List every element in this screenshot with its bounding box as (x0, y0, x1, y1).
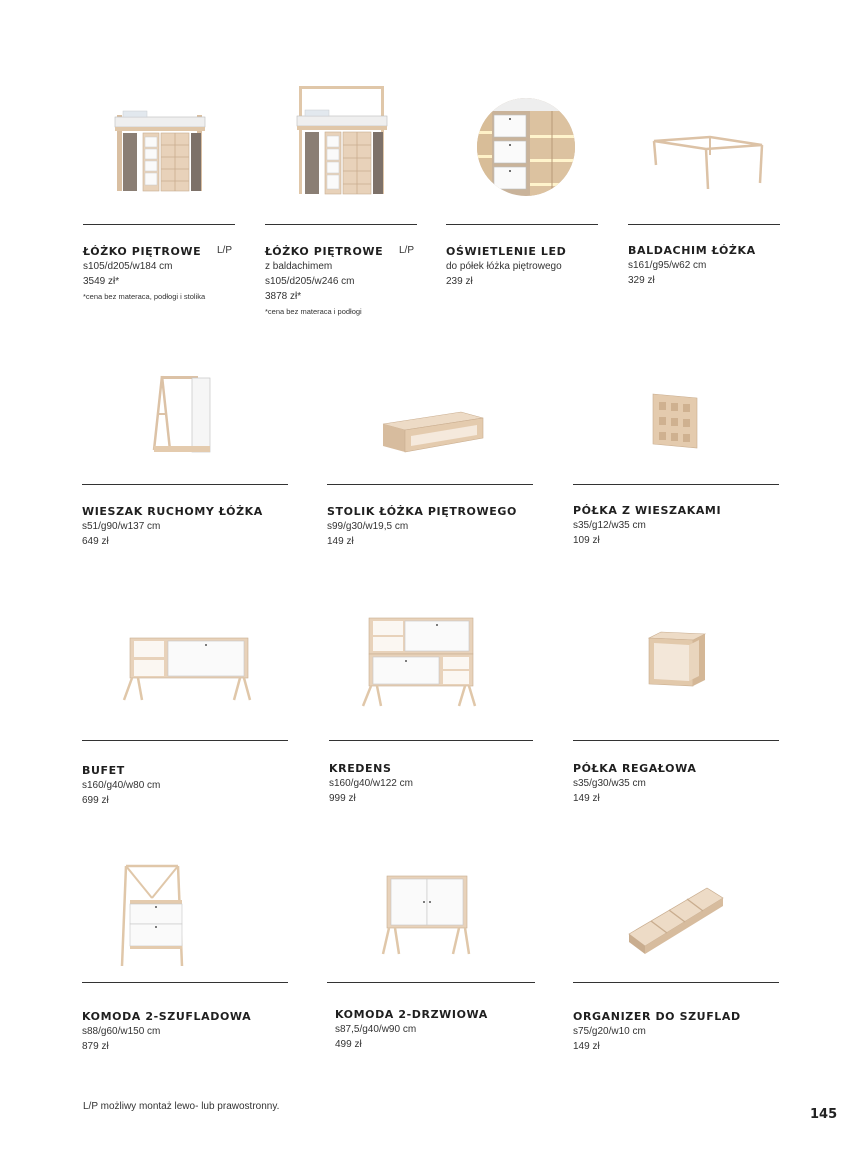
divider-rule (82, 740, 288, 741)
hook-shelf-icon (651, 392, 699, 450)
product-price: 239 zł (446, 276, 473, 287)
divider-rule (573, 982, 779, 983)
loft-bed-icon (113, 105, 209, 195)
cupboard-icon (359, 614, 477, 708)
product-price: 149 zł (573, 1041, 600, 1052)
product-info (573, 1010, 779, 1054)
product-title: BUFET (82, 764, 125, 777)
page-number: 145 (810, 1107, 838, 1122)
product-price: 3878 zł* (265, 291, 302, 302)
product-price: 879 zł (82, 1041, 109, 1052)
divider-rule (446, 224, 598, 225)
product-title: ORGANIZER DO SZUFLAD (573, 1010, 741, 1023)
product-dimensions: s105/d205/w246 cm (265, 276, 355, 287)
product-title: WIESZAK RUCHOMY ŁÓŻKA (82, 505, 263, 518)
product-title: OŚWIETLENIE LED (446, 245, 567, 258)
product-title: BALDACHIM ŁÓŻKA (628, 244, 756, 257)
product-dimensions: s87,5/g40/w90 cm (335, 1024, 417, 1035)
product-dimensions: s88/g60/w150 cm (82, 1026, 161, 1037)
product-info (329, 762, 533, 806)
product-title: ŁÓŻKO PIĘTROWE (83, 245, 202, 258)
divider-rule (573, 484, 779, 485)
product-info (265, 245, 417, 318)
product-price: 149 zł (573, 793, 600, 804)
lp-marker: L/P (399, 245, 415, 256)
cube-shelf-icon (647, 630, 707, 688)
mounting-footnote: L/P możliwy montaż lewo- lub prawostronny. (83, 1101, 280, 1112)
two-door-cabinet-icon (381, 874, 471, 956)
sideboard-icon (120, 632, 252, 702)
product-title: STOLIK ŁÓŻKA PIĘTROWEGO (327, 505, 517, 518)
canopy-frame-icon (650, 135, 766, 191)
canopy-loft-bed-icon (295, 82, 391, 196)
divider-rule (82, 484, 288, 485)
product-info (82, 1010, 288, 1054)
product-info (628, 244, 780, 288)
product-info (82, 764, 288, 808)
product-price: 999 zł (329, 793, 356, 804)
product-info (327, 505, 533, 549)
product-info (335, 1008, 537, 1052)
price-note: *cena bez materaca, podłogi i stolika (83, 292, 206, 301)
product-info (83, 245, 235, 303)
divider-rule (265, 224, 417, 225)
product-dimensions: s35/g12/w35 cm (573, 520, 646, 531)
product-price: 329 zł (628, 275, 655, 286)
product-price: 3549 zł* (83, 276, 120, 287)
divider-rule (82, 982, 288, 983)
product-info (82, 505, 288, 549)
product-info (573, 504, 779, 548)
product-dimensions: s51/g90/w137 cm (82, 521, 161, 532)
product-dimensions: s99/g30/w19,5 cm (327, 521, 409, 532)
product-title: ŁÓŻKO PIĘTROWE (265, 245, 384, 258)
bed-table-icon (381, 408, 485, 454)
product-dimensions: s160/g40/w80 cm (82, 780, 161, 791)
divider-rule (83, 224, 235, 225)
product-title: PÓŁKA REGAŁOWA (573, 762, 697, 775)
led-lighting-icon (476, 97, 576, 197)
divider-rule (329, 740, 533, 741)
product-dimensions: s35/g30/w35 cm (573, 778, 646, 789)
product-price: 649 zł (82, 536, 109, 547)
product-subtitle: z baldachimem (265, 261, 333, 272)
product-price: 699 zł (82, 795, 109, 806)
product-dimensions: s160/g40/w122 cm (329, 778, 413, 789)
product-dimensions: s75/g20/w10 cm (573, 1026, 646, 1037)
product-title: KOMODA 2-DRZWIOWA (335, 1008, 488, 1021)
lp-marker: L/P (217, 245, 233, 256)
divider-rule (573, 740, 779, 741)
product-title: PÓŁKA Z WIESZAKAMI (573, 504, 722, 517)
divider-rule (327, 484, 533, 485)
price-note: *cena bez materaca i podłogi (265, 307, 362, 316)
divider-rule (327, 982, 535, 983)
product-title: KREDENS (329, 762, 392, 775)
product-price: 109 zł (573, 535, 600, 546)
divider-rule (628, 224, 780, 225)
mobile-hanger-icon (152, 374, 214, 456)
product-price: 499 zł (335, 1039, 362, 1050)
product-info (573, 762, 779, 806)
product-dimensions: s105/d205/w184 cm (83, 261, 173, 272)
two-drawer-dresser-icon (120, 862, 186, 968)
product-info (446, 245, 598, 289)
product-title: KOMODA 2-SZUFLADOWA (82, 1010, 252, 1023)
drawer-organizer-icon (627, 886, 725, 956)
product-dimensions: s161/g95/w62 cm (628, 260, 707, 271)
product-subtitle: do półek łóżka piętrowego (446, 261, 562, 272)
product-price: 149 zł (327, 536, 354, 547)
